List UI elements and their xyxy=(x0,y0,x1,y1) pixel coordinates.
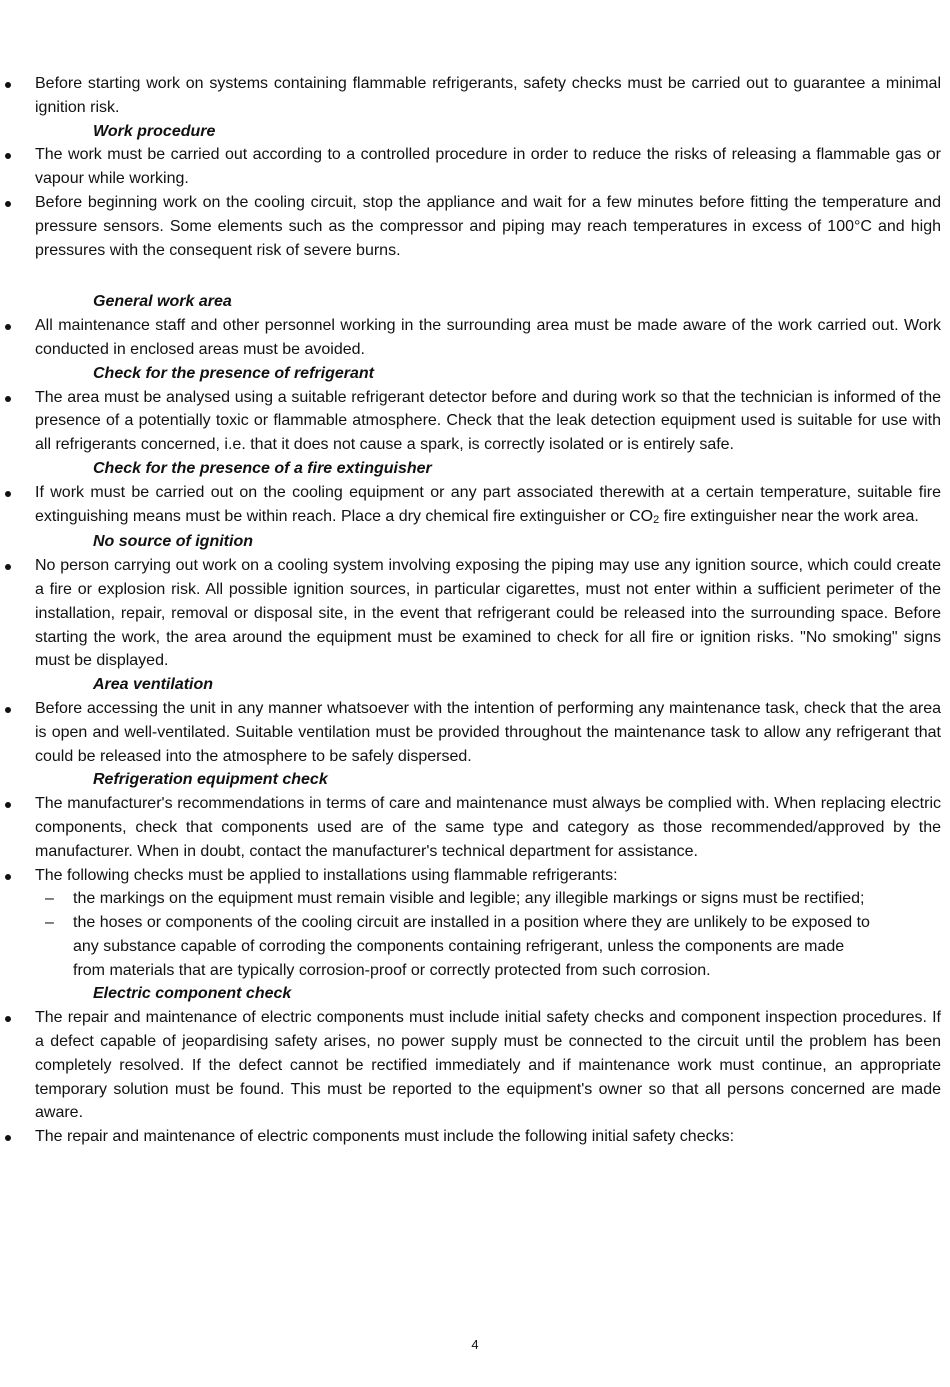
heading-work-procedure: Work procedure xyxy=(93,122,216,140)
page-content xyxy=(0,72,950,1149)
heading-electric-check: Electric component check xyxy=(93,985,292,1003)
subitem-markings: – the markings on the equipment must remain visible and legible; any illegible markings or signs must be rectified; xyxy=(73,887,879,911)
heading-refrigerant-presence: Check for the presence of refrigerant xyxy=(93,364,374,382)
bullet-initial-safety-checks: The repair and maintenance of electric components must include the following initial safety checks: xyxy=(35,1125,941,1149)
bullet-manufacturer-recommendations: The manufacturer's recommendations in terms of care and maintenance must always be complied with. When replacing electric components, check that components used are of the same type and category as those recommended/approved by the manufacturer. When in doubt, contact the manufacturer's technical department for assistance. xyxy=(35,792,941,863)
bullet-ignition-sources: No person carrying out work on a cooling system involving exposing the piping may use any ignition source, which could create a fire or explosion risk. All possible ignition sources, in particular cigarettes, must not enter within a sufficient perimeter of the installation, repair, removal or disposal site, in the event that refrigerant could be released into the surrounding space. Before starting the work, the area around the equipment must be examined to check for all fire or ignition risks. "No smoking" signs must be displayed. xyxy=(35,554,941,673)
checks-sublist xyxy=(73,887,879,982)
bullet-refrigerant-detector: The area must be analysed using a suitable refrigerant detector before and during work so that the technician is informed of the presence of a potentially toxic or flammable atmosphere. Check that the leak detection equipment used is suitable for use with all refrigerants concerned, i.e. that it does not cause a spark, is correctly isolated or is entirely safe. xyxy=(35,386,941,457)
heading-refrigeration-check: Refrigeration equipment check xyxy=(93,771,328,789)
heading-no-ignition: No source of ignition xyxy=(93,533,253,551)
bullet-maintenance-staff: All maintenance staff and other personnel working in the surrounding area must be made aware of the work carried out. Work conducted in enclosed areas must be avoided. xyxy=(35,314,941,362)
co2-subscript: 2 xyxy=(653,513,660,526)
co2-text-after: fire extinguisher near the work area. xyxy=(659,507,919,525)
co2-text-before: If work must be carried out on the cooling equipment or any part associated therewith at a certain temperature, suitable fire extinguishing means must be within reach. Place a dry chemical fire extinguisher or CO xyxy=(35,483,941,525)
bullet-ventilation: Before accessing the unit in any manner whatsoever with the intention of performing any maintenance task, check that the area is open and well-ventilated. Suitable ventilation must be provided throughout the maintenance task to allow any refrigerant that could be released into the atmosphere to be safely dispersed. xyxy=(35,697,941,768)
bullet-fire-extinguishing xyxy=(35,481,941,531)
bullet-controlled-procedure: The work must be carried out according to a controlled procedure in order to reduce the risks of releasing a flammable gas or vapour while working. xyxy=(35,143,941,191)
subitem-hoses: – the hoses or components of the cooling circuit are installed in a position where they are unlikely to be exposed to any substance capable of corroding the components containing refrigerant, unless the components are made from materials that are typically corrosion-proof or correctly protected from such corrosion. xyxy=(73,911,879,982)
bullet-cooling-circuit: Before beginning work on the cooling circuit, stop the appliance and wait for a few minutes before fitting the temperature and pressure sensors. Some elements such as the compressor and piping may reach temperatures in excess of 100°C and high pressures with the consequent risk of severe burns. xyxy=(35,191,941,262)
bullet-safety-checks: Before starting work on systems containing flammable refrigerants, safety checks must be carried out to guarantee a minimal ignition risk. xyxy=(35,72,941,120)
bullet-flammable-checks: The following checks must be applied to installations using flammable refrigerants: xyxy=(35,864,941,888)
page-number: 4 xyxy=(471,1337,479,1352)
section-gap xyxy=(0,262,950,290)
heading-general-work-area: General work area xyxy=(93,293,232,311)
bullet-electric-repair: The repair and maintenance of electric components must include initial safety checks and component inspection procedures. If a defect capable of jeopardising safety arises, no power supply must be connected to the circuit until the problem has been completely resolved. If the defect cannot be rectified immediately and if maintenance work must continue, an appropriate temporary solution must be found. This must be reported to the equipment's owner so that all persons concerned are made aware. xyxy=(35,1006,941,1125)
heading-area-ventilation: Area ventilation xyxy=(93,676,214,694)
heading-fire-extinguisher: Check for the presence of a fire extinguisher xyxy=(93,459,432,477)
